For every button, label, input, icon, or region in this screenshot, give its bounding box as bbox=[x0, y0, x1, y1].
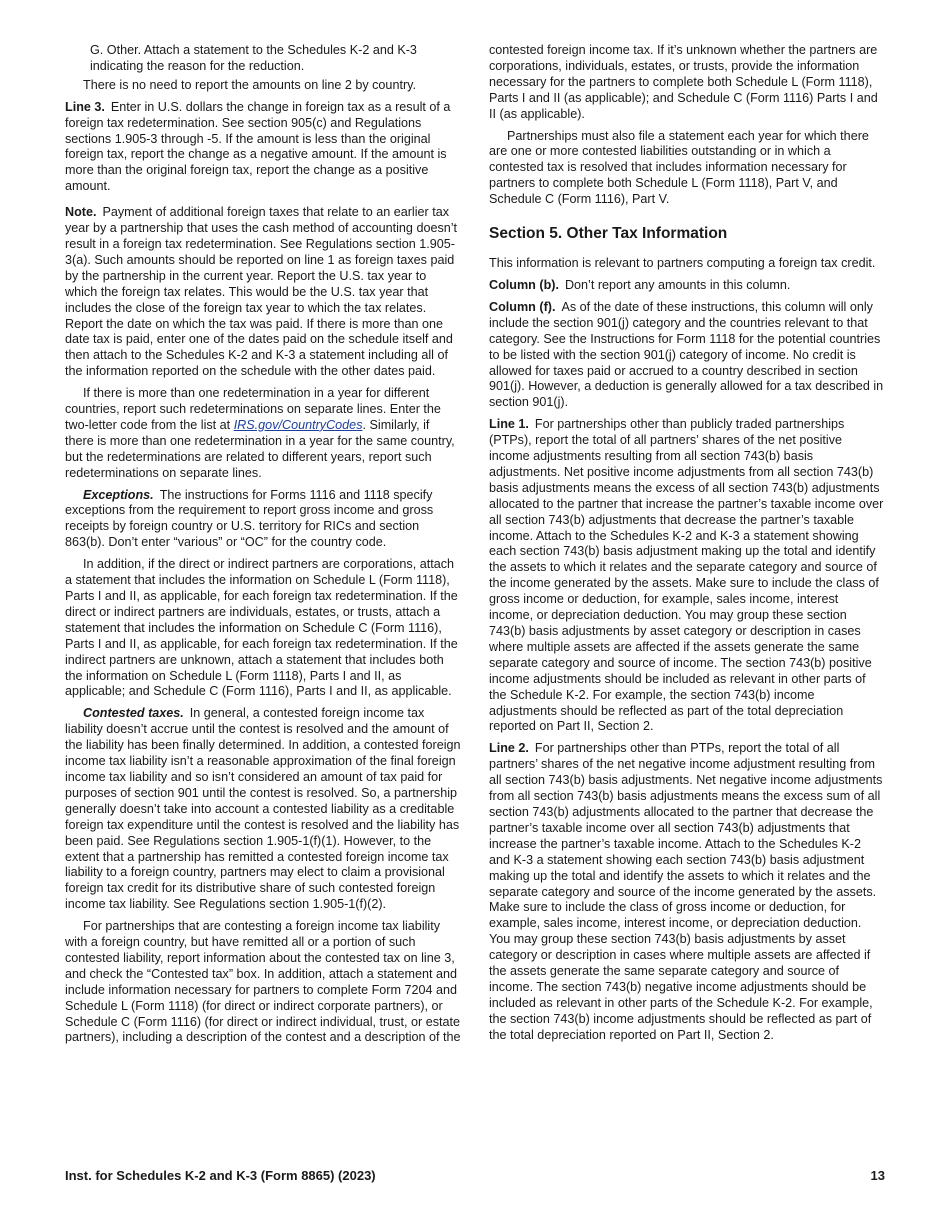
page-number: 13 bbox=[870, 1168, 885, 1183]
line3-paragraph bbox=[65, 100, 461, 195]
note-label: Note. bbox=[65, 205, 97, 220]
column-f-paragraph bbox=[489, 300, 885, 411]
exceptions-label: Exceptions. bbox=[83, 487, 154, 502]
footer-title: Inst. for Schedules K-2 and K-3 (Form 8865) (2023) bbox=[65, 1168, 376, 1183]
country-codes-link[interactable]: IRS.gov/CountryCodes bbox=[233, 417, 363, 432]
multi-redetermination-paragraph bbox=[65, 386, 461, 481]
also-file-paragraph: Partnerships must also file a statement each year for which there are one or more contested liabilities outstanding or in which a contested tax is resolved that includes information necessary for partners to complete both Schedule L (Form 1118), Part V, and Schedule C (Form 1116), Part V. bbox=[489, 128, 869, 207]
column-b-label: Column (b). bbox=[489, 277, 559, 292]
column-b-paragraph bbox=[489, 278, 885, 294]
relevant-paragraph: This information is relevant to partners computing a foreign tax credit. bbox=[489, 256, 876, 271]
contested-text: In general, a contested foreign income tax liability doesn’t accrue until the contest is resolved and the amount of the liability has been finally determined. In addition, a contested foreign income tax liability isn’t a reasonable approximation of the final foreign income tax liability and so isn’t considered an amount of tax paid for purposes of section 901 until the contest is resolved. So, a partnership generally doesn’t take into account a contested liability as a creditable foreign tax expenditure until the contest is resolved and the liability has been paid. See Regulations section 1.905-1(f)(1). However, to the extent that a partnership has remitted a contested foreign income tax liability to a foreign country, partners may elect to claim a provisional foreign tax credit for its distributive share of such contested foreign income tax liability. See Regulations section 1.905-1(f)(2). bbox=[65, 706, 461, 912]
note-paragraph bbox=[65, 205, 461, 380]
left-column bbox=[65, 43, 461, 1052]
no-need-paragraph: There is no need to report the amounts on line 2 by country. bbox=[83, 77, 416, 92]
column-b-text: Don’t report any amounts in this column. bbox=[564, 277, 791, 292]
addition-paragraph: In addition, if the direct or indirect partners are corporations, attach a statement that includes the information on Schedule L (Form 1118), Parts I and II, as applicable, for each foreign tax redetermination. If the direct or indirect partners are individuals, estates, or trusts, attach a statement that includes the information on Schedule C (Form 1116), Parts I and II, as applicable, for each foreign tax redetermination. If the indirect partners are unknown, attach a statement that includes both the information on Schedule L (Form 1118), Parts I and II, as applicable; and Schedule C (Form 1116), Parts I and II, as applicable. bbox=[65, 557, 458, 699]
line1-paragraph bbox=[489, 417, 885, 735]
line3-label: Line 3. bbox=[65, 99, 105, 114]
contested-paragraph bbox=[65, 706, 461, 913]
continued-paragraph: contested foreign income tax. If it’s unknown whether the partners are corporations, individuals, estates, or trusts, provide the information necessary for the partners to complete both Schedule L (Form 1118), Parts I and II (as applicable); and Schedule C (Form 1116) Parts I and II (as applicable). bbox=[489, 43, 878, 121]
page-footer bbox=[65, 1168, 885, 1183]
line2-label: Line 2. bbox=[489, 741, 529, 756]
line1-label: Line 1. bbox=[489, 417, 529, 432]
g-other-item: G. Other. Attach a statement to the Schedules K-2 and K-3 indicating the reason for the reduction. bbox=[90, 43, 417, 73]
section-title: Section 5. Other Tax Information bbox=[489, 225, 728, 243]
multi-pre-text: If there is more than one redetermination in a year for different countries, report such redeterminations on separate lines. Enter the two-letter code from the list at bbox=[65, 386, 441, 432]
exceptions-paragraph bbox=[65, 488, 461, 552]
right-column bbox=[489, 43, 885, 1050]
line1-text: For partnerships other than publicly traded partnerships (PTPs), report the total of all partners’ shares of the net positive income adjustments resulting from all section 743(b) basis adjustments. Net positive income adjustments from all section 743(b) basis adjustments means the excess of all section 743(b) adjustments allocated to the partner that increase the partner’s taxable income over all section 743(b) adjustments that decrease the partner’s taxable income. Attach to the Schedules K-2 and K-3 a statement showing each section 743(b) basis adjustment making up the total and identify the assets to which it relates and the separate category and source of the income generated by the assets. Make sure to include the class of gross income or deduction, for example, sales income, interest income, or depreciation deduction. You may group these section 743(b) basis adjustments by asset category or description in cases where multiple assets are affected if the assets generate the same separate category and source of income. The section 743(b) positive income adjustments should be included as relevant in other parts of the Schedule K-2. For example, the section 743(b) income adjustments should be reflected as part of the total depreciation reported on Part II, Section 2. bbox=[489, 417, 884, 734]
column-f-text: As of the date of these instructions, this column will only include the section 901(j) category and the countries relevant to that category. See the Instructions for Form 1118 for the potential countries to be listed with the section 901(j) category of income. No credit is allowed for taxes paid or accrued to a country described in section 901(j). However, a deduction is generally allowed for a tax described in section 901(j). bbox=[489, 299, 884, 410]
line2-paragraph bbox=[489, 741, 885, 1043]
exceptions-text: The instructions for Forms 1116 and 1118 specify exceptions from the requirement to report gross income and gross receipts by foreign country or U.S. territory for RICs and section 863(b). Don’t enter “various” or “OC” for the country code. bbox=[65, 487, 434, 550]
note-text: Payment of additional foreign taxes that relate to an earlier tax year by a partnership that uses the cash method of accounting doesn’t result in a foreign tax redetermination. See Regulations section 1.905-3(a). Such amounts should be reported on line 1 as foreign taxes paid by the partnership in the current year. Report the U.S. tax year to which the foreign tax relates. This would be the U.S. tax year that includes the close of the foreign tax year to which the tax relates. Report the date on which the tax was paid. If there is more than one date tax is paid, enter one of the dates paid on the schedule itself and then attach to the Schedules K-2 and K-3 a statement including all of the information reported on the schedule with the other dates paid. bbox=[65, 205, 458, 379]
contesting-paragraph: For partnerships that are contesting a foreign income tax liability with a foreign country, but have remitted all or a portion of such contested liability, report information about the contested tax on line 3, and check the “Contested tax” box. In addition, attach a statement and include information necessary for partners to complete Form 7204 and Schedule L (Form 1118) (for direct or indirect corporate partners), or Schedule C (Form 1116) (for direct or indirect individual, trust, or estate partners), including a description of the contest and a description of the bbox=[65, 919, 461, 1045]
line2-text: For partnerships other than PTPs, report the total of all partners’ shares of the net negative income adjustment resulting from all section 743(b) basis adjustments. Net negative income adjustments from all section 743(b) basis adjustments means the excess sum of all section 743(b) adjustments allocated to the partner that decrease the partner’s taxable income over all section 743(b) adjustments that increase the partner’s taxable income. Attach to the Schedules K-2 and K-3 a statement showing each section 743(b) basis adjustment making up the total and identify the assets to which it relates and the separate category and source of the income generated by the assets. Make sure to include the class of gross income or deduction, for example, sales income, interest income, or depreciation deduction. You may group these section 743(b) basis adjustments by asset category or description in cases where multiple assets are affected if the assets generate the same separate category and source of income. The section 743(b) negative income adjustments should be included as relevant in other parts of the Schedule K-2. For example, the section 743(b) income adjustments should be reflected as part of the total depreciation reported on Part II, Section 2. bbox=[489, 741, 883, 1042]
contested-label: Contested taxes. bbox=[83, 706, 184, 721]
column-f-label: Column (f). bbox=[489, 299, 556, 314]
multi-post-text: . Similarly, if there is more than one redetermination in a year for the same country, but the redeterminations are related to different years, report such redeterminations on separate lines. bbox=[65, 417, 455, 480]
line3-text: Enter in U.S. dollars the change in foreign tax as a result of a foreign tax redetermination. See section 905(c) and Regulations sections 1.905-3 through -5. If the amount is less than the original foreign tax, report the change as a negative amount. If the amount is more than the original foreign tax, report the change as a positive amount. bbox=[65, 99, 451, 194]
